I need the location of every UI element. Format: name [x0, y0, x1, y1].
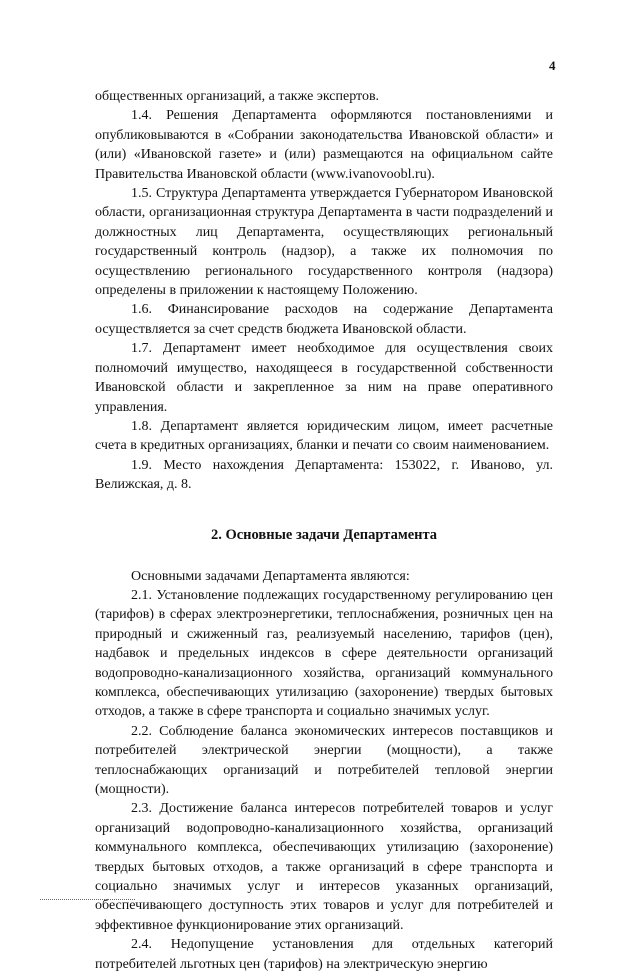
tasks-intro: Основными задачами Департамента являются:: [131, 568, 410, 584]
paragraph-1-6: 1.6. Финансирование расходов на содержание Департамента осуществляется за счет средств бюджета Ивановской области.: [95, 302, 553, 337]
paragraph-2-2: 2.2. Соблюдение баланса экономических интересов поставщиков и потребителей электрической энергии (мощности), а также теплоснабжающих организаций и потребителей тепловой энергии (мощности).: [95, 723, 553, 797]
paragraph-1-7: 1.7. Департамент имеет необходимое для осуществления своих полномочий имущество, находящееся в государственной собственности Ивановской области и закрепленное за ним на праве оперативного управления.: [95, 341, 553, 415]
paragraph-1-4: 1.4. Решения Департамента оформляются постановлениями и опубликовываются в «Собрании законодательства Ивановской области» и (или) «Ивановской газете» и (или) размещаются на официальном сайте Правительства Ивановской области (www.ivanovoobl.ru).: [95, 108, 553, 182]
footer-dotted-line: [40, 899, 135, 900]
paragraph-2-1: 2.1. Установление подлежащих государственному регулированию цен (тарифов) в сферах электроэнергетики, теплоснабжения, розничных цен на природный и сжиженный газ, реализуемый населению, тарифов (цен), надбавок и предельных индексов в сфере деятельности организаций водопроводно-канализационного хозяйства, организаций коммунального комплекса, обеспечивающих утилизацию (захоронение) твердых бытовых отходов, а также в сфере транспорта и социально значимых услуг.: [95, 587, 553, 720]
paragraph-continuation: общественных организаций, а также экспертов.: [95, 89, 380, 104]
paragraph-2-4: 2.4. Недопущение установления для отдельных категорий потребителей льготных цен (тарифов) на электрическую энергию: [95, 937, 553, 972]
paragraph-1-5: 1.5. Структура Департамента утверждается Губернатором Ивановской области, организационная структура Департамента в части подразделений и должностных лиц Департамента, осуществляющих региональный государственный контроль (надзор), а также их полномочия по осуществлению регионального государственного контроля (надзора) определены в приложении к настоящему Положению.: [95, 186, 553, 299]
paragraph-2-3: 2.3. Достижение баланса интересов потребителей товаров и услуг организаций водопроводно-канализационного хозяйства, организаций коммунального комплекса, обеспечивающих утилизацию (захоронение) твердых бытовых отходов, а также организаций в сфере транспорта и социально значимых услуг и интересов указанных организаций, обеспечивающего доступность этих товаров и услуг для потребителей и эффективное функционирование этих организаций.: [95, 801, 553, 933]
section-heading: 2. Основные задачи Департамента: [210, 526, 438, 543]
page-number: 4: [549, 58, 556, 73]
paragraph-1-9: 1.9. Место нахождения Департамента: 153022, г. Иваново, ул. Велижская, д. 8.: [95, 457, 553, 493]
document-body: [95, 87, 553, 974]
paragraph-1-8: 1.8. Департамент является юридическим лицом, имеет расчетные счета в кредитных организациях, бланки и печати со своим наименованием.: [95, 418, 553, 454]
